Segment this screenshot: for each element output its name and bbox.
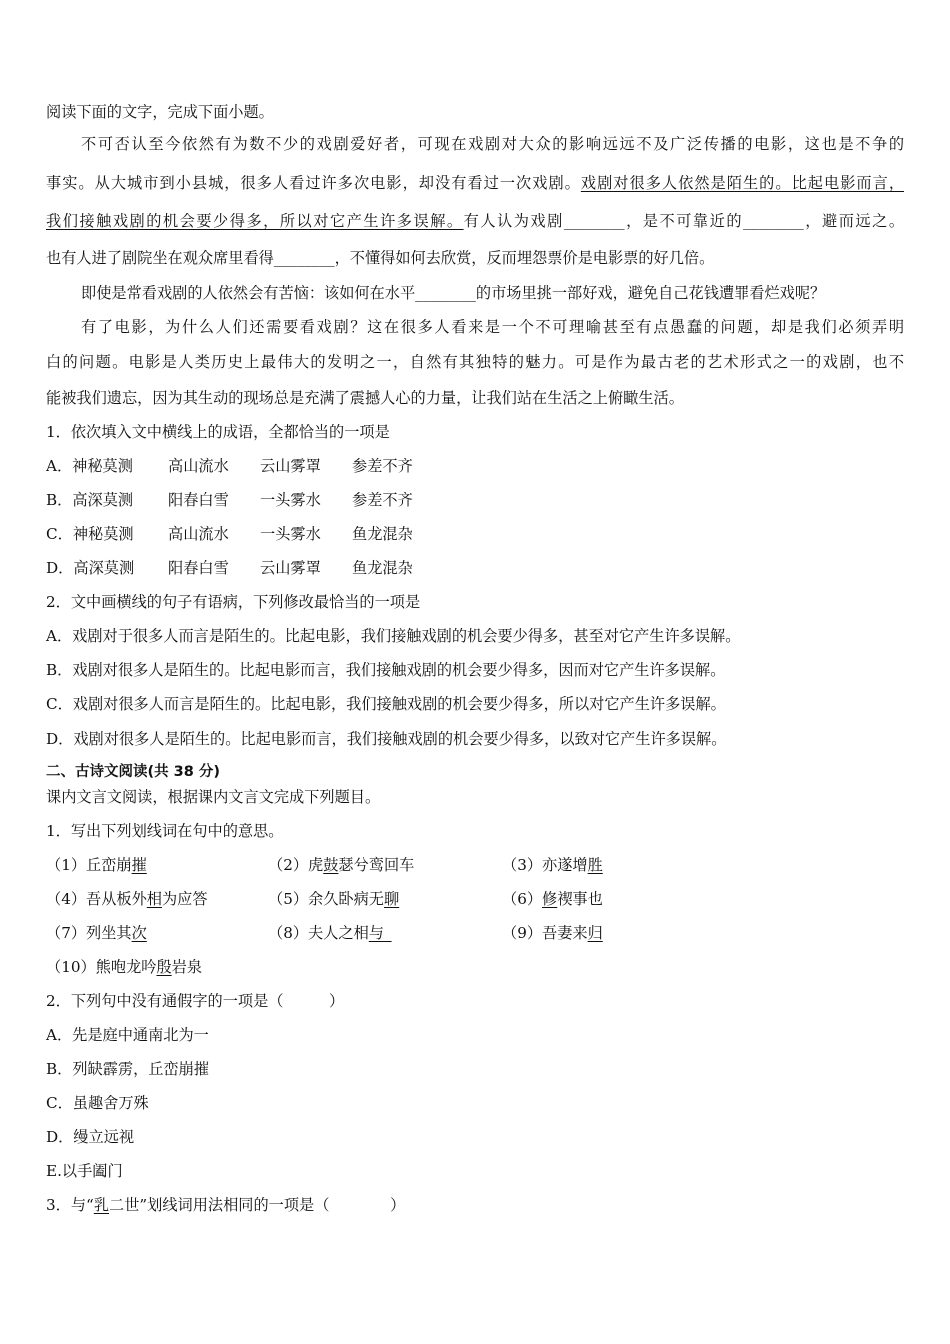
underlined-word: 聊 bbox=[383, 890, 400, 908]
q2-option-a[interactable]: A．戏剧对于很多人而言是陌生的。比起电影，我们接触戏剧的机会要少得多，甚至对它产生许多误解。 bbox=[46, 627, 741, 645]
passage-text: 有人认为戏剧________，是不可靠近的________，避而远之。 bbox=[463, 212, 905, 230]
option-item: 高深莫测 bbox=[73, 559, 135, 577]
underlined-word: 与 bbox=[368, 924, 384, 942]
s2-item-5 bbox=[268, 888, 399, 910]
underlined-word: 次 bbox=[131, 924, 147, 942]
q1-option-c[interactable] bbox=[46, 523, 413, 545]
s2-item-7 bbox=[46, 922, 147, 944]
option-item: 参差不齐 bbox=[352, 457, 413, 475]
option-item: 阳春白雪 bbox=[168, 559, 229, 577]
option-item: 高山流水 bbox=[168, 525, 229, 543]
option-item: 一头雾水 bbox=[260, 491, 321, 509]
item-text: （10）熊咆龙吟 bbox=[46, 958, 157, 976]
passage-line-7: 白的问题。电影是人类历史上最伟大的发明之一，自然有其独特的魅力。可是作为最古老的艺术形式之一的戏剧，也不 bbox=[46, 353, 904, 371]
underlined-word: 相 bbox=[146, 890, 162, 908]
s2-item-2 bbox=[268, 854, 414, 876]
underlined-word: 摧 bbox=[131, 856, 147, 874]
passage-line-5: 即使是常看戏剧的人依然会有苦恼：该如何在水平________的市场里挑一部好戏，避免自己花钱遭罪看烂戏呢？ bbox=[81, 284, 826, 302]
s2-item-4 bbox=[46, 888, 208, 910]
item-text: 二世”划线词用法相同的一项是（ ） bbox=[109, 1196, 406, 1214]
underlined-sentence: 戏剧对很多人依然是陌生的。比起电影而言， bbox=[580, 174, 905, 192]
item-text: （8）夫人之相 bbox=[268, 924, 369, 942]
s2-q3-stem bbox=[46, 1194, 405, 1216]
q1-option-d[interactable] bbox=[46, 557, 413, 579]
passage-line-8: 能被我们遗忘，因为其生动的现场总是充满了震撼人心的力量，让我们站在生活之上俯瞰生活。 bbox=[46, 389, 684, 407]
option-label: B． bbox=[46, 491, 73, 509]
section-2-intro: 课内文言文阅读，根据课内文言文完成下列题目。 bbox=[46, 788, 381, 806]
underlined-sentence: 我们接触戏剧的机会要少得多，所以对它产生许多误解。 bbox=[46, 212, 464, 230]
option-item: 一头雾水 bbox=[260, 525, 321, 543]
q1-option-a[interactable] bbox=[46, 455, 413, 477]
underlined-word: 乳 bbox=[93, 1196, 109, 1214]
item-text: （1）丘峦崩 bbox=[46, 856, 132, 874]
s2-q2-option-e[interactable]: E.以手阖门 bbox=[46, 1162, 123, 1180]
s2-q1-stem: 1．写出下列划线词在句中的意思。 bbox=[46, 822, 284, 840]
item-text: （4）吾从板外 bbox=[46, 890, 147, 908]
item-text: 瑟兮鸾回车 bbox=[338, 856, 415, 874]
s2-item-1 bbox=[46, 854, 147, 876]
passage-line-1: 不可否认至今依然有为数不少的戏剧爱好者，可现在戏剧对大众的影响远远不及广泛传播的电影，这也是不争的 bbox=[81, 135, 904, 153]
s2-item-8 bbox=[268, 922, 392, 944]
s2-q2-stem: 2．下列句中没有通假字的一项是（ ） bbox=[46, 992, 345, 1010]
option-label: C． bbox=[46, 525, 73, 543]
item-text: 3．与“ bbox=[46, 1196, 94, 1214]
option-item: 神秘莫测 bbox=[72, 457, 133, 475]
intro-line: 阅读下面的文字，完成下面小题。 bbox=[46, 103, 274, 121]
option-item: 鱼龙混杂 bbox=[352, 559, 413, 577]
option-item: 神秘莫测 bbox=[72, 525, 134, 543]
s2-q2-option-d[interactable]: D．缦立远视 bbox=[46, 1128, 135, 1146]
s2-item-6 bbox=[502, 888, 603, 910]
item-text: （9）吾妻来 bbox=[502, 924, 588, 942]
section-2-title: 二、古诗文阅读(共 38 分) bbox=[46, 764, 221, 780]
option-item: 鱼龙混杂 bbox=[352, 525, 413, 543]
option-item: 云山雾罩 bbox=[260, 457, 321, 475]
s2-q2-option-a[interactable]: A．先是庭中通南北为一 bbox=[46, 1026, 209, 1044]
underlined-word: 胜 bbox=[587, 856, 603, 874]
s2-item-9 bbox=[502, 922, 603, 944]
option-item: 高深莫测 bbox=[72, 491, 134, 509]
q1-stem: 1．依次填入文中横线上的成语，全都恰当的一项是 bbox=[46, 423, 390, 441]
item-text: （7）列坐其 bbox=[46, 924, 132, 942]
item-text: 禊事也 bbox=[557, 890, 603, 908]
q2-option-b[interactable]: B．戏剧对很多人是陌生的。比起电影而言，我们接触戏剧的机会要少得多，因而对它产生许多误解。 bbox=[46, 661, 726, 679]
item-text: （5）余久卧病无 bbox=[268, 890, 384, 908]
underlined-word: 鼓 bbox=[323, 856, 339, 874]
option-label: D． bbox=[46, 559, 74, 577]
item-text: （6） bbox=[502, 890, 543, 908]
option-item: 云山雾罩 bbox=[260, 559, 321, 577]
s2-q2-option-b[interactable]: B．列缺霹雳，丘峦崩摧 bbox=[46, 1060, 210, 1078]
underlined-word: 修 bbox=[542, 890, 558, 908]
s2-item-3 bbox=[502, 854, 603, 876]
s2-item-10 bbox=[46, 956, 202, 978]
passage-line-6: 有了电影，为什么人们还需要看戏剧？这在很多人看来是一个不可理喻甚至有点愚蠢的问题，却是我们必须弄明 bbox=[81, 318, 904, 336]
q2-stem: 2．文中画横线的句子有语病，下列修改最恰当的一项是 bbox=[46, 593, 421, 611]
option-item: 参差不齐 bbox=[352, 491, 413, 509]
passage-line-3 bbox=[46, 210, 904, 232]
item-text: 岩泉 bbox=[171, 958, 203, 976]
q2-option-c[interactable]: C．戏剧对很多人而言是陌生的。比起电影，我们接触戏剧的机会要少得多，所以对它产生许多误解。 bbox=[46, 695, 726, 713]
q2-option-d[interactable]: D．戏剧对很多人是陌生的。比起电影而言，我们接触戏剧的机会要少得多，以致对它产生许多误解。 bbox=[46, 730, 727, 748]
q1-option-b[interactable] bbox=[46, 489, 413, 511]
underlined-word: 归 bbox=[587, 924, 603, 942]
underlined-word: 殷 bbox=[156, 958, 172, 976]
passage-text: 事实。从大城市到小县城，很多人看过许多次电影，却没有看过一次戏剧。 bbox=[46, 174, 581, 192]
item-text: （2）虎 bbox=[268, 856, 324, 874]
item-text: （3）亦遂增 bbox=[502, 856, 588, 874]
passage-line-4: 也有人进了剧院坐在观众席里看得________，不懂得如何去欣赏，反而埋怨票价是电影票的好几倍。 bbox=[46, 249, 715, 267]
item-text: 为应答 bbox=[161, 890, 208, 908]
underline-tail bbox=[384, 924, 392, 942]
s2-q2-option-c[interactable]: C．虽趣舍万殊 bbox=[46, 1094, 149, 1112]
option-item: 阳春白雪 bbox=[168, 491, 229, 509]
passage-line-2 bbox=[46, 172, 904, 194]
option-label: A． bbox=[46, 457, 73, 475]
option-item: 高山流水 bbox=[168, 457, 229, 475]
